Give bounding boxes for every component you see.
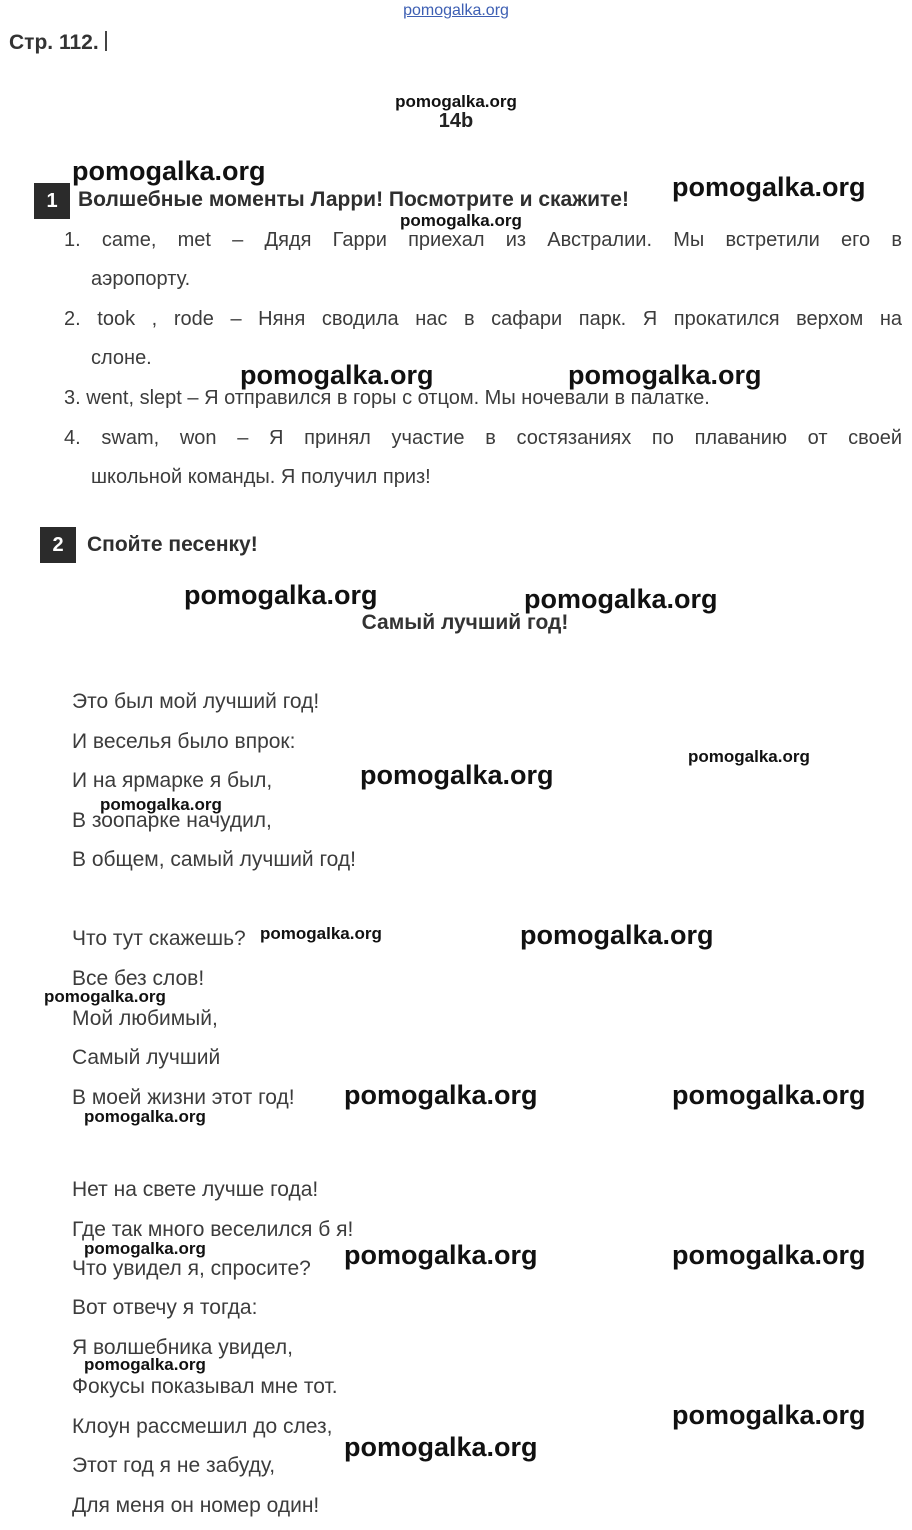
watermark: pomogalka.org xyxy=(672,172,866,202)
page-number: Стр. 112. xyxy=(9,31,107,55)
song-line: Клоун рассмешил до слез, xyxy=(72,1415,333,1438)
song-line: Самый лучший xyxy=(72,1046,221,1069)
watermark: pomogalka.org xyxy=(520,920,714,950)
watermark: pomogalka.org xyxy=(100,795,222,814)
task-1-line-1: 1. came, met – Дядя Гарри приехал из Австралии. Мы встретили его в xyxy=(64,229,902,251)
song-line: В зоопарке начудил, xyxy=(72,809,272,832)
watermark: pomogalka.org xyxy=(84,1355,206,1374)
watermark: pomogalka.org xyxy=(240,360,434,390)
task-4-line-1: 4. swam, won – Я принял участие в состязаниях по плаванию от своей xyxy=(64,427,902,449)
song-line: Вот отвечу я тогда: xyxy=(72,1296,258,1319)
watermark: pomogalka.org xyxy=(184,580,378,610)
text-cursor xyxy=(105,31,107,51)
song-line: Это был мой лучший год! xyxy=(72,690,320,713)
lesson-title: 14b xyxy=(438,110,474,132)
exercise-2-number: 2 xyxy=(40,527,76,563)
song-line: Мой любимый, xyxy=(72,1007,218,1030)
song-line: В моей жизни этот год! xyxy=(72,1086,295,1109)
top-watermark: pomogalka.org xyxy=(403,2,509,19)
watermark: pomogalka.org xyxy=(688,747,810,766)
song-title: Самый лучший год! xyxy=(361,611,569,634)
watermark: pomogalka.org xyxy=(44,987,166,1006)
watermark: pomogalka.org xyxy=(260,924,382,943)
exercise-1-number: 1 xyxy=(34,183,70,219)
song-line: Где так много веселился б я! xyxy=(72,1218,354,1241)
watermark: pomogalka.org xyxy=(360,760,554,790)
song-line: Этот год я не забуду, xyxy=(72,1454,276,1477)
song-line: В общем, самый лучший год! xyxy=(72,848,356,871)
watermark: pomogalka.org xyxy=(344,1240,538,1270)
watermark: pomogalka.org xyxy=(344,1080,538,1110)
watermark: pomogalka.org xyxy=(84,1239,206,1258)
song-line: Я волшебника увидел, xyxy=(72,1336,293,1359)
lesson-watermark: pomogalka.org xyxy=(395,92,517,111)
watermark: pomogalka.org xyxy=(672,1400,866,1430)
task-3-line-1: 3. went, slept – Я отправился в горы с отцом. Мы ночевали в палатке. xyxy=(64,387,710,409)
watermark: pomogalka.org xyxy=(344,1432,538,1462)
song-line: Фокусы показывал мне тот. xyxy=(72,1375,338,1398)
watermark: pomogalka.org xyxy=(524,584,718,614)
exercise-2-title: Спойте песенку! xyxy=(87,533,258,556)
song-line: Нет на свете лучше года! xyxy=(72,1178,319,1201)
task-2-line-1: 2. took , rode – Няня сводила нас в сафари парк. Я прокатился верхом на xyxy=(64,308,902,330)
watermark: pomogalka.org xyxy=(84,1107,206,1126)
song-line: Все без слов! xyxy=(72,967,205,990)
watermark: pomogalka.org xyxy=(400,211,522,230)
task-4-line-2: школьной команды. Я получил приз! xyxy=(91,466,431,488)
exercise-1-title: Волшебные моменты Ларри! Посмотрите и скажите! xyxy=(78,188,629,211)
watermark: pomogalka.org xyxy=(672,1080,866,1110)
task-1-line-2: аэропорту. xyxy=(91,268,191,290)
song-line: Что тут скажешь? xyxy=(72,927,246,950)
song-line: Для меня он номер один! xyxy=(72,1494,320,1517)
watermark: pomogalka.org xyxy=(72,156,266,186)
task-2-line-2: слоне. xyxy=(91,347,152,369)
song-line: И на ярмарке я был, xyxy=(72,769,273,792)
song-line: И веселья было впрок: xyxy=(72,730,296,753)
watermark: pomogalka.org xyxy=(568,360,762,390)
song-line: Что увидел я, спросите? xyxy=(72,1257,311,1280)
watermark: pomogalka.org xyxy=(672,1240,866,1270)
